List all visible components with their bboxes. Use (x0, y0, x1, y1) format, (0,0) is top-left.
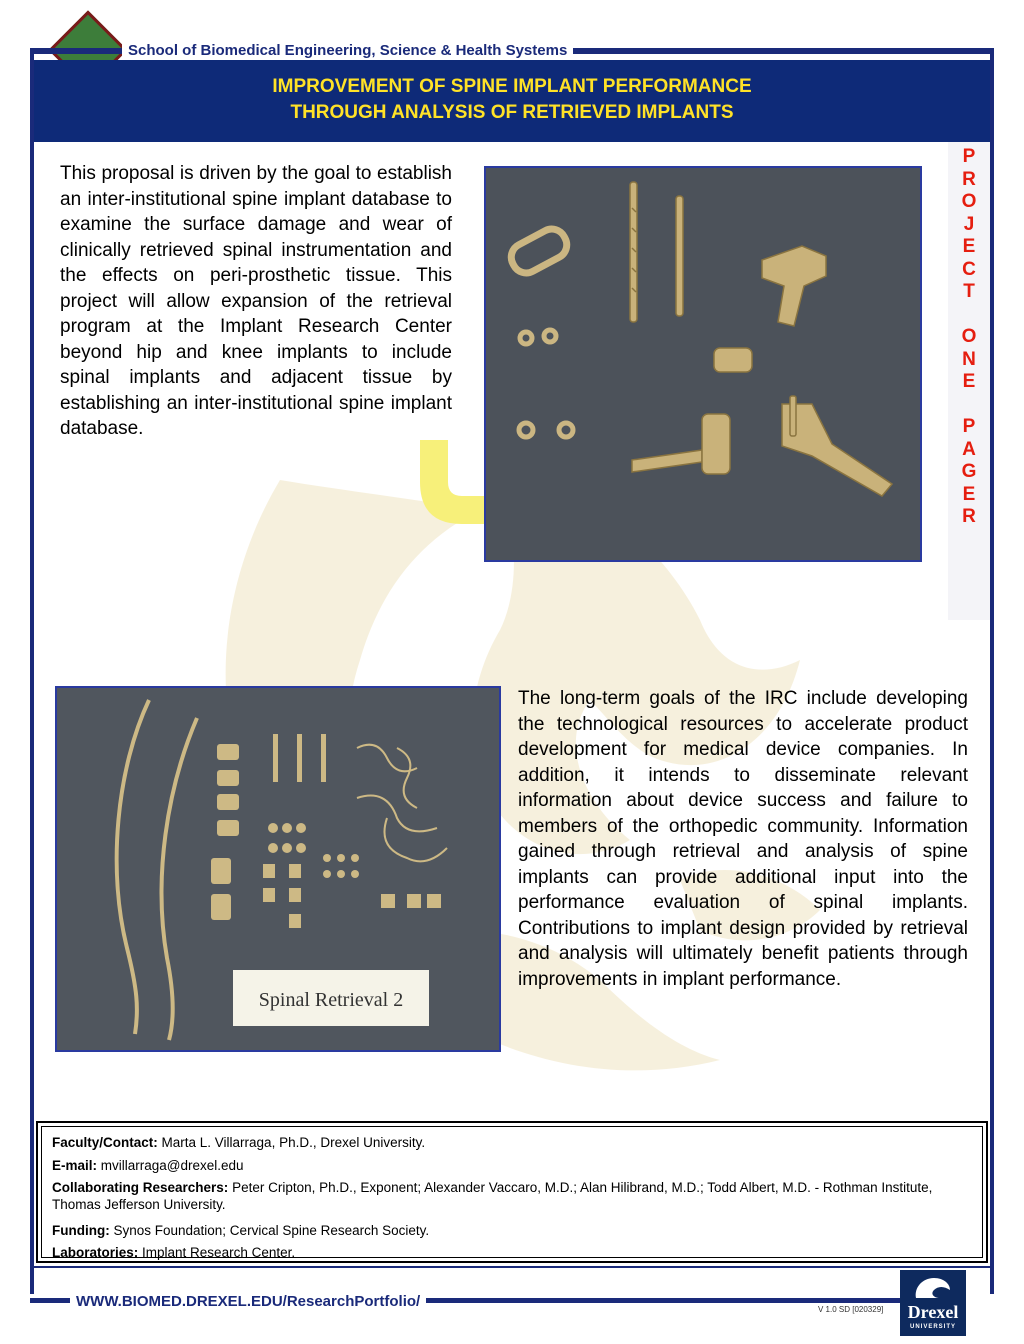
photo-label-text: Spinal Retrieval 2 (258, 989, 404, 1011)
tab-letter: E (962, 483, 976, 505)
tab-letter: C (962, 258, 976, 280)
funding-label: Funding: (52, 1223, 110, 1238)
faculty-label: Faculty/Contact: (52, 1135, 158, 1150)
faculty-value: Marta L. Villarraga, Ph.D., Drexel University. (157, 1135, 426, 1150)
contact-info-inner (41, 1126, 983, 1258)
version-label: V 1.0 SD [020329] (818, 1305, 884, 1314)
tab-letter: P (962, 146, 976, 167)
drexel-logo-subtext: UNIVERSITY (909, 1324, 956, 1330)
dragon-icon (900, 1272, 966, 1304)
header-band (34, 60, 990, 142)
school-name: School of Biomedical Engineering, Science & Health Systems (122, 42, 573, 60)
tab-letters (948, 146, 990, 529)
collaborators-value: Peter Cripton, Ph.D., Exponent; Alexander Vaccaro, M.D.; Alan Hilibrand, M.D.; Todd Albert, M.D. - Rothman Institute, Thomas Jefferson University. (52, 1180, 933, 1212)
tab-letter: N (962, 348, 976, 370)
spinal-retrieval-photo (55, 686, 501, 1052)
retrieval-illustration (57, 688, 499, 1050)
tab-letter: G (961, 461, 977, 482)
laboratories-value: Implant Research Center. (138, 1245, 296, 1260)
research-portfolio-link[interactable]: WWW.BIOMED.DREXEL.EDU/ResearchPortfolio/ (70, 1292, 426, 1312)
email-value[interactable]: mvillarraga@drexel.edu (97, 1158, 244, 1173)
title-line-2: THROUGH ANALYSIS OF RETRIEVED IMPLANTS (290, 102, 734, 123)
tab-letter: R (962, 506, 976, 527)
collaborators-label: Collaborating Researchers: (52, 1180, 229, 1195)
tab-letter: J (963, 213, 975, 235)
project-one-pager-tab (948, 142, 990, 620)
implants-illustration (486, 168, 920, 560)
email-label: E-mail: (52, 1158, 98, 1173)
intro-paragraph: This proposal is driven by the goal to establish an inter-institutional spine implant database to examine the surface damage and wear of clinically retrieved spinal instrumentation and the effects on peri-prosthetic tissue. This project will allow expansion of the retrieval program at the Implant Research Center beyond hip and knee implants to include spinal implants and adjacent tissue by establishing an inter-institutional spine implant database. (60, 163, 452, 439)
info-bottom-rule (34, 1266, 990, 1268)
tab-letter: A (962, 438, 976, 460)
contact-info-box (36, 1121, 988, 1263)
tab-letter: O (961, 191, 977, 212)
tab-letter (948, 394, 990, 417)
laboratories-line (52, 1244, 972, 1261)
laboratories-label: Laboratories: (52, 1245, 139, 1260)
tab-letter: E (962, 236, 976, 257)
funding-value: Synos Foundation; Cervical Spine Research Society. (109, 1223, 430, 1238)
collaborators-line (52, 1179, 972, 1213)
page-title (34, 74, 990, 126)
drexel-logo (900, 1270, 966, 1336)
tab-letter: R (962, 168, 976, 190)
faculty-line (52, 1134, 972, 1151)
goals-paragraph: The long-term goals of the IRC include developing the technological resources to accelerate product development for medical device companies. In addition, it intends to disseminate relevant information about device success and failure to members of the orthopedic community. Information gained through retrieval and analysis of spine implants can provide additional input into the performance evaluation of spinal implants. Contributions to implant design provided by retrieval and analysis will ultimately benefit patients through improvements in implant performance. (518, 688, 968, 990)
tab-letter: T (963, 281, 975, 302)
drexel-logo-text: Drexel (907, 1302, 959, 1322)
retrieved-implants-photo (484, 166, 922, 562)
funding-line (52, 1222, 972, 1239)
title-line-1: IMPROVEMENT OF SPINE IMPLANT PERFORMANCE (272, 76, 752, 97)
tab-letter: E (962, 371, 976, 392)
tab-letter: P (962, 416, 976, 437)
tab-letter: O (961, 326, 977, 347)
tab-letter (948, 304, 990, 327)
email-line (52, 1157, 972, 1174)
